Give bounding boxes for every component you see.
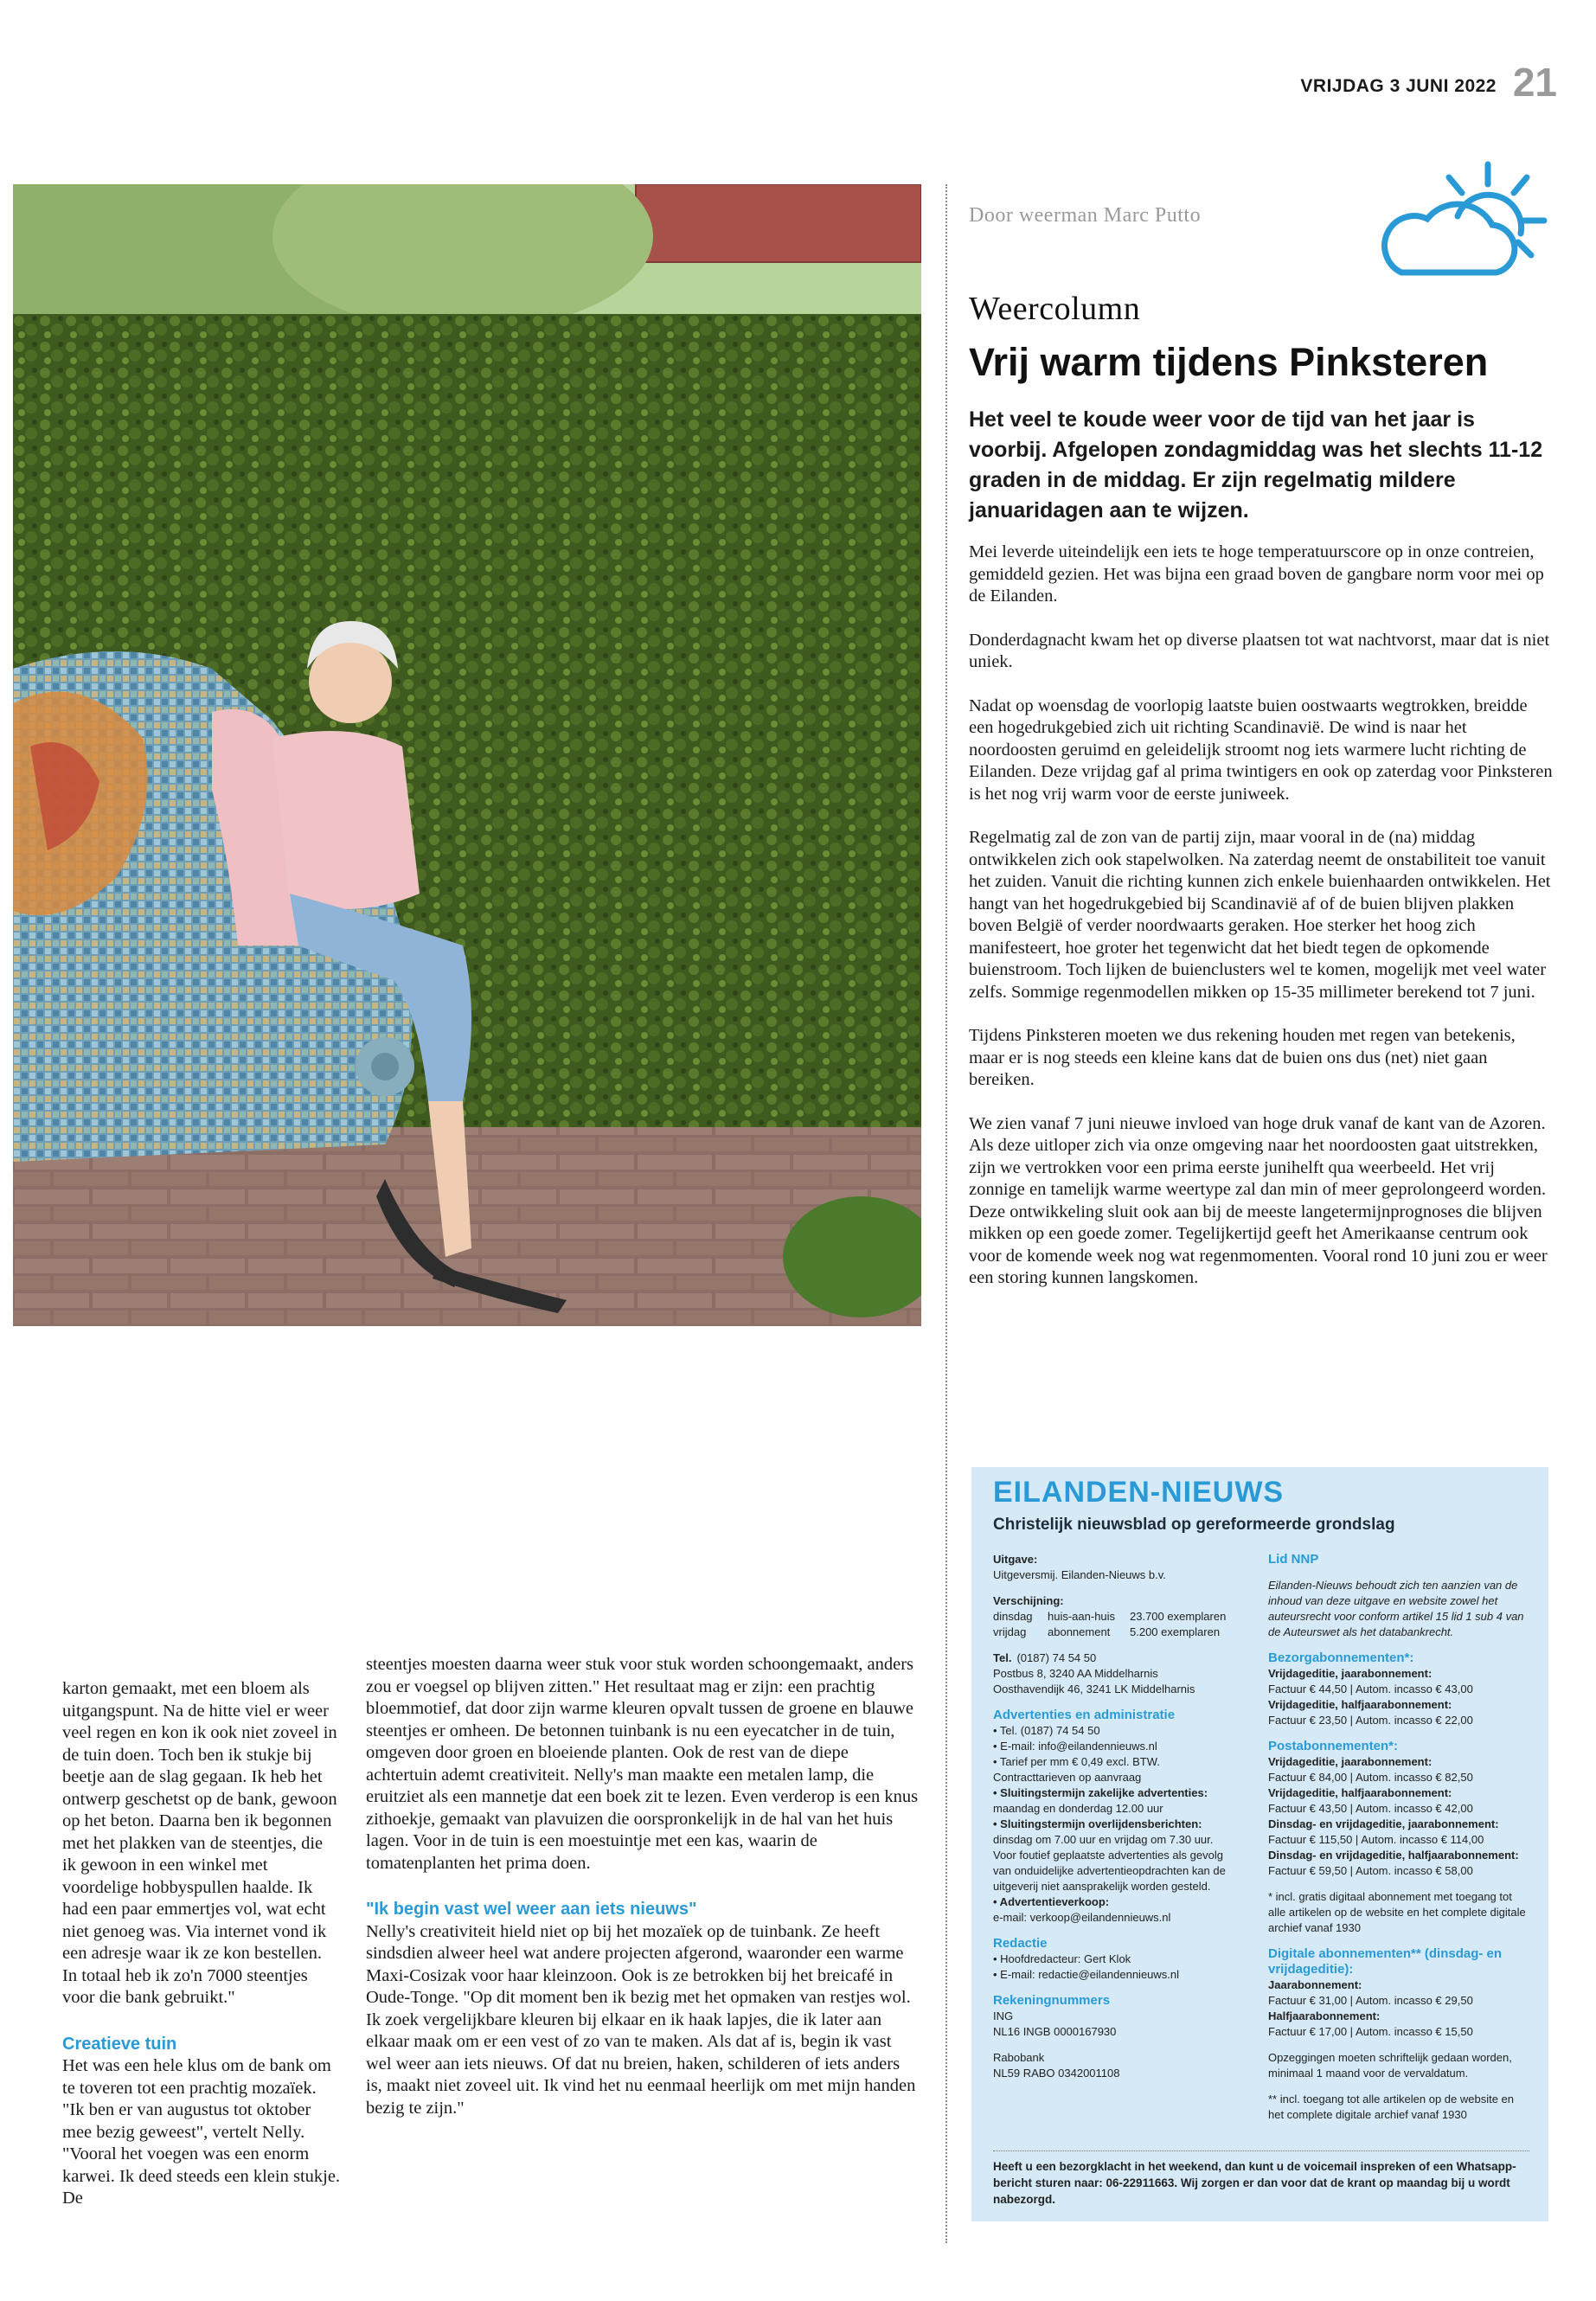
article-title: Vrij warm tijdens Pinksteren	[969, 340, 1489, 384]
address-line: Postbus 8, 3240 AA Middelharnis	[993, 1667, 1158, 1680]
paragraph: Mei leverde uiteindelijk een iets te hoge temperatuurscore op in onze contreien, gemiddeld gezien. Het was bijna een graad boven de gangbare norm voor mei op de Eilanden.	[969, 542, 1544, 606]
verschijning-row: vrijdag abonnement 5.200 exemplaren	[993, 1625, 1221, 1638]
issue-date: VRIJDAG 3 JUNI 2022	[1300, 76, 1497, 96]
colophon-left-column: Uitgave: Uitgeversmij. Eilanden-Nieuws b.v. Verschijning: dinsdag huis-aan-huis 23.700 exemplaren vrijdag abonnement 5.200 exemplaren Tel. (0187) 74 54 50 Postbus 8, 3240 AA Middelharnis Oosthavendijk 46, 3241 LK Middelharnis Advertenties en administratie • Tel. (0187) 74 54 50 • E-mail: info@eilandennieuws.nl • Tarief per mm € 0,49 excl. BTW. Contracttarieven op aanvraag • Sluitingstermijn zakelijke advertenties: maandag en donderdag 12.00 uur • Sluitingstermijn overlijdensberichten: dinsdag om 7.00 uur en vrijdag om 7.30 uur. Voor foutief geplaatste advertenties als gevolg van onduidelijke advertentieopdrachten kan de uitgeverij niet aansprakelijk worden gesteld. • Advertentieverkoop: e-mail: verkoop@eilandennieuws.nl Redactie • Hoofdredacteur: Gert Klok • E-mail: redactie@eilandennieuws.nl Rekeningnummers ING NL16 INGB 0000167930 Rabobank NL59 RABO 0342001108	[993, 1552, 1270, 2081]
story-column-2	[366, 1654, 920, 2119]
subheading: Creatieve tuin	[62, 2034, 177, 2054]
digital-heading: Digitale abonnementen** (dinsdag- en vrijdageditie):	[1268, 1946, 1503, 1977]
newspaper-logo: EILANDEN-NIEUWS	[993, 1476, 1285, 1509]
subheading: "Ik begin vast wel weer aan iets nieuws"	[366, 1900, 697, 1919]
post-heading: Postabonnementen*:	[1268, 1739, 1399, 1753]
weather-icon	[1375, 151, 1548, 290]
colophon-right-column: Lid NNP Eilanden-Nieuws behoudt zich ten aanzien van de inhoud van deze uitgave en website zowel het auteursrecht voor conform artikel 15 lid 1 sub 4 van de Auteurswet als het databankrecht. Bezorgabonnementen*: Vrijdageditie, jaarabonnement: Factuur € 44,50 | Autom. incasso € 43,00 Vrijdageditie, halfjaarabonnement: Factuur € 23,50 | Autom. incasso € 22,00 Postabonnementen*: Vrijdageditie, jaarabonnement: Factuur € 84,00 | Autom. incasso € 82,50 Vrijdageditie, halfjaarabonnement: Factuur € 43,50 | Autom. incasso € 42,00 Dinsdag- en vrijdageditie, jaarabonnement: Factuur € 115,50 | Autom. incasso € 114,00 Dinsdag- en vrijdageditie, halfjaarabonnement: Factuur € 59,50 | Autom. incasso € 58,00 * incl. gratis digitaal abonnement met toegang tot alle artikelen op de website en het complete digitale archief vanaf 1930 Digitale abonnementen** (dinsdag- en vrijdageditie): Jaarabonnement: Factuur € 31,00 | Autom. incasso € 29,50 Halfjaarabonnement: Factuur € 17,00 | Autom. incasso € 15,50 Opzeggingen moeten schriftelijk gedaan worden, minimaal 1 maand voor de vervaldatum. ** incl. toegang tot alle artikelen op de website en het complete digitale archief vanaf 1930	[1268, 1552, 1528, 2123]
article-kicker: Weercolumn	[969, 291, 1141, 327]
opzegging: Opzeggingen moeten schriftelijk gedaan worden, minimaal 1 maand voor de vervaldatum.	[1268, 2051, 1512, 2080]
paragraph: Nadat op woensdag de voorlopig laatste buien oostwaarts wegtrokken, breidde een hogedrukgebied zich uit richting Scandinavië. De wind is naar het noordoosten geruimd en geleidelijk stroomt nog iets warmere lucht richting de Eilanden. Deze vrijdag gaf al prima twintigers en ook op zaterdag voor Pinksteren is het nog vrij warm voor de eerste juniweek.	[969, 695, 1553, 804]
colophon-footer: Heeft u een bezorgklacht in het weekend, dan kunt u de voicemail inspreken of een Whatsapp-bericht sturen naar: 06-22911663. Wij zorgen er dan voor dat de krant op maandag bij u wordt nabezorgd.	[993, 2150, 1529, 2208]
telephone: Tel. (0187) 74 54 50	[993, 1651, 1097, 1664]
story-column-1	[62, 1678, 341, 2210]
nnp-text: Eilanden-Nieuws behoudt zich ten aanzien van de inhoud van deze uitgave en website zowel het auteursrecht voor conform artikel 15 lid 1 sub 4 van de Auteurswet als het databankrecht.	[1268, 1579, 1524, 1638]
paragraph: Regelmatig zal de zon van de partij zijn, maar vooral in de (na) middag ontwikkelen zich ook stapelwolken. Na zaterdag neemt de onstabiliteit toe vanuit het zuiden. Vanuit die richting kunnen zich enkele buienhaarden ontwikkelen. Het hangt van het hogedrukgebied bij Scandinavië af of de buien blijven plakken boven België of verder noordwaarts geraken. Hoe sterker het hoog zich manifesteert, hoe groter het tegenwicht dat het biedt tegen de opkomende buienstroom. Toch lijken de buienclusters wel te komen, mogelijk met veel water zelfs. Sommige regenmodellen mikken op 15-35 millimeter berekend tot 7 juni.	[969, 828, 1551, 1002]
rekening-heading: Rekeningnummers	[993, 1993, 1111, 2008]
paragraph: steentjes moesten daarna weer stuk voor stuk worden schoongemaakt, anders zou er voegsel op blijven zitten." Het resultaat mag er zijn: een prachtig bloemmotief, dat door zijn warme kleuren opvalt tussen de groene en blauwe steentjes er omheen. De betonnen tuinbank is nu een eyecatcher in de tuin, omgeven door groen en bloeiende planten. Ook de rest van de diepe achtertuin ademt creativiteit. Nelly's man maakte een metalen lamp, die eruitziet als een mannetje dat een boek zit te lezen. Even verderop is een knus zithoekje, gemaakt van plavuizen die oorspronkelijk in de hal van het huis lagen. Voor in de tuin is een moestuintje met een kas, waarin de tomatenplanten het prima doen.	[366, 1655, 919, 1873]
verschijning-row: dinsdag huis-aan-huis 23.700 exemplaren	[993, 1610, 1227, 1623]
paragraph: karton gemaakt, met een bloem als uitgangspunt. Na de hitte viel er weer veel regen en kon ik ook niet zoveel in de tuin doen. Toch ben ik stukje bij beetje aan de slag gegaan. Ik heb het ontwerp geschetst op de bank, gewoon op het beton. Daarna ben ik begonnen met het plakken van de steentjes, die ik gewoon in een winkel met voordelige hobbyspullen haalde. Ik had een paar emmertjes vol, wat echt niet genoeg was. Via internet vond ik een adresje waar ik ze kon bestellen. In totaal heb ik zo'n 7000 steentjes voor die bank gebruikt."	[62, 1679, 337, 2007]
uitgave-label: Uitgave:	[993, 1553, 1038, 1566]
paragraph: Tijdens Pinksteren moeten we dus rekening houden met regen van betekenis, maar er is nog steeds een kleine kans dat de buien ons dus (net) niet gaan bereiken.	[969, 1026, 1516, 1089]
note: * incl. gratis digitaal abonnement met toegang tot alle artikelen op de website en het complete digitale archief vanaf 1930	[1268, 1890, 1526, 1934]
photo-mosaic-bench	[13, 184, 921, 1326]
article-photo	[13, 184, 921, 1326]
newspaper-tagline: Christelijk nieuwsblad op gereformeerde grondslag	[993, 1516, 1395, 1534]
uitgave-value: Uitgeversmij. Eilanden-Nieuws b.v.	[993, 1568, 1166, 1581]
address-line: Oosthavendijk 46, 3241 LK Middelharnis	[993, 1682, 1195, 1695]
advertenties-heading: Advertenties en administratie	[993, 1708, 1176, 1722]
note: ** incl. toegang tot alle artikelen op de website en het complete digitale archief vanaf 1930	[1268, 2093, 1515, 2121]
paragraph: Het was een hele klus om de bank om te toveren tot een prachtig mozaïek. "Ik ben er van augustus tot oktober mee bezig geweest", vertelt Nelly. "Vooral het voegen was een enorm karwei. Ik deed steeds een klein stukje. De	[62, 2056, 341, 2208]
nnp-heading: Lid NNP	[1268, 1552, 1319, 1567]
verschijning-label: Verschijning:	[993, 1594, 1064, 1607]
colophon-box	[971, 1467, 1548, 2221]
column-divider	[945, 184, 947, 2243]
article-lead: Het veel te koude weer voor de tijd van het jaar is voorbij. Afgelopen zondagmiddag was het slechts 11-12 graden in de middag. Er zijn regelmatig mildere januaridagen aan te wijzen.	[969, 407, 1543, 522]
paragraph: Donderdagnacht kwam het op diverse plaatsen tot wat nachtvorst, maar dat is niet uniek.	[969, 630, 1550, 671]
bezorg-heading: Bezorgabonnementen*:	[1268, 1650, 1414, 1665]
article-body	[969, 542, 1553, 1311]
page-number: 21	[1512, 60, 1557, 105]
article-byline: Door weerman Marc Putto	[969, 204, 1202, 227]
paragraph: Nelly's creativiteit hield niet op bij het mozaïek op de tuinbank. Ze heeft sindsdien alweer heel wat andere projecten afgerond, waaronder een warme Maxi-Cosizak voor haar kleinzoon. Ook is ze betrokken bij het breicafé in Oude-Tonge. "Op dit moment ben ik bezig met het opmaken van restjes wol. Ik zoek vergelijkbare kleuren bij elkaar en ik haak lapjes, die ik later aan elkaar maak om er een vest of zo van te maken. Als dat af is, begin ik vast wel weer aan iets nieuws. Of dat nu breien, haken, schilderen of iets anders is, maakt niet zoveel uit. Ik vind het nu eenmaal heerlijk om met mijn handen bezig te zijn."	[366, 1921, 916, 2118]
redactie-heading: Redactie	[993, 1936, 1048, 1951]
paragraph: We zien vanaf 7 juni nieuwe invloed van hoge druk vanaf de kant van de Azoren. Als deze uitloper zich via onze omgeving naar het noordoosten gaat uitstrekken, zijn we vertrokken voor een prima eerste junihelft qua weerbeeld. Het vrij zonnige en tamelijk warme weertype zal dan min of meer geprolongeerd worden. Deze ontwikkeling sluit ook aan bij de meeste langetermijnprognoses die blijven mikken op een goede zomer. Tegelijkertijd geeft het Amerikaanse centrum ook voor de komende week nog wat regenmomenten. Vooral rond 10 juni zou er weer een storing kunnen langskomen.	[969, 1113, 1548, 1287]
